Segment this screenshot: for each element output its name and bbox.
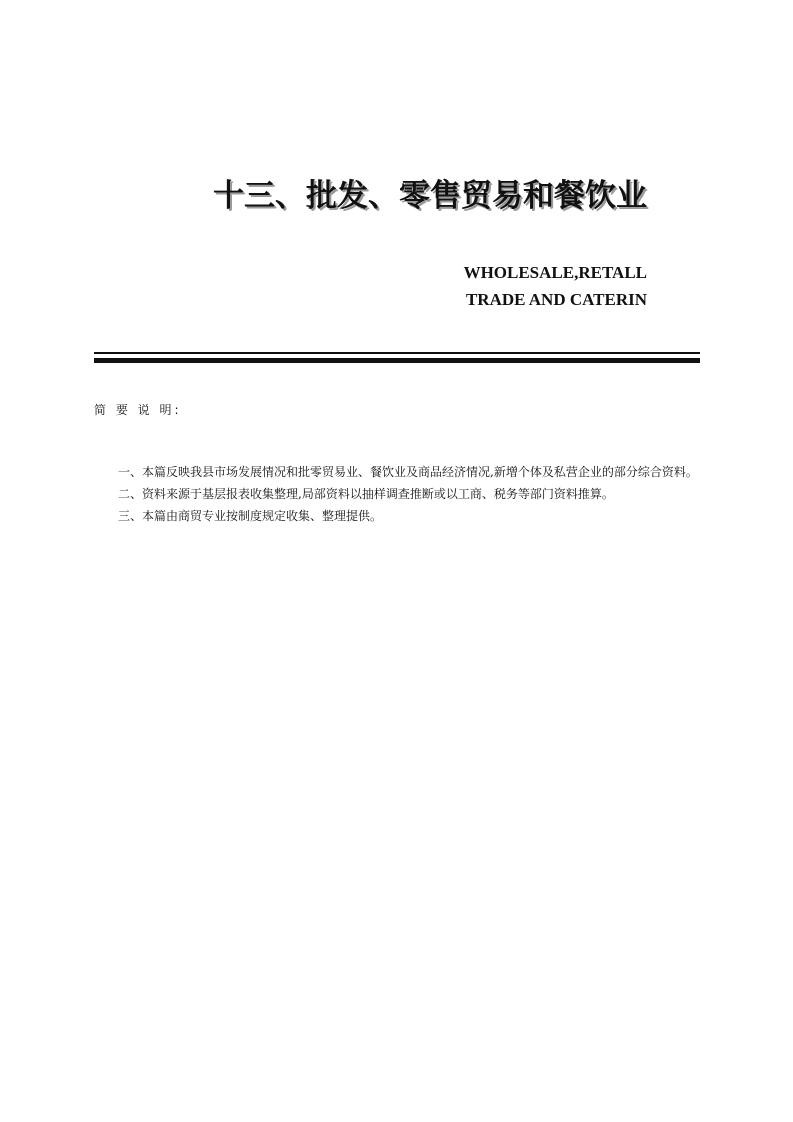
divider-thick-rule xyxy=(94,358,700,363)
summary-note-3: 三、本篇由商贸专业按制度规定收集、整理提供。 xyxy=(118,509,383,523)
chapter-title-cn: 十三、批发、零售贸易和餐饮业 xyxy=(213,178,647,214)
chapter-title-en-line-2: TRADE AND CATERIN xyxy=(465,290,647,309)
chapter-title-en-line-1: WHOLESALE,RETALL xyxy=(463,263,647,282)
summary-note-1: 一、本篇反映我县市场发展情况和批零贸易业、餐饮业及商品经济情况,新增个体及私营企业的部分综合资料。 xyxy=(118,465,698,479)
chapter-title-en xyxy=(464,259,647,313)
summary-label: 简 要 说 明: xyxy=(94,403,182,417)
summary-note-2: 二、资料来源于基层报表收集整理,局部资料以抽样调查推断或以工商、税务等部门资料推算。 xyxy=(118,487,614,501)
summary-notes xyxy=(94,461,702,527)
divider-thin-rule xyxy=(94,352,700,354)
